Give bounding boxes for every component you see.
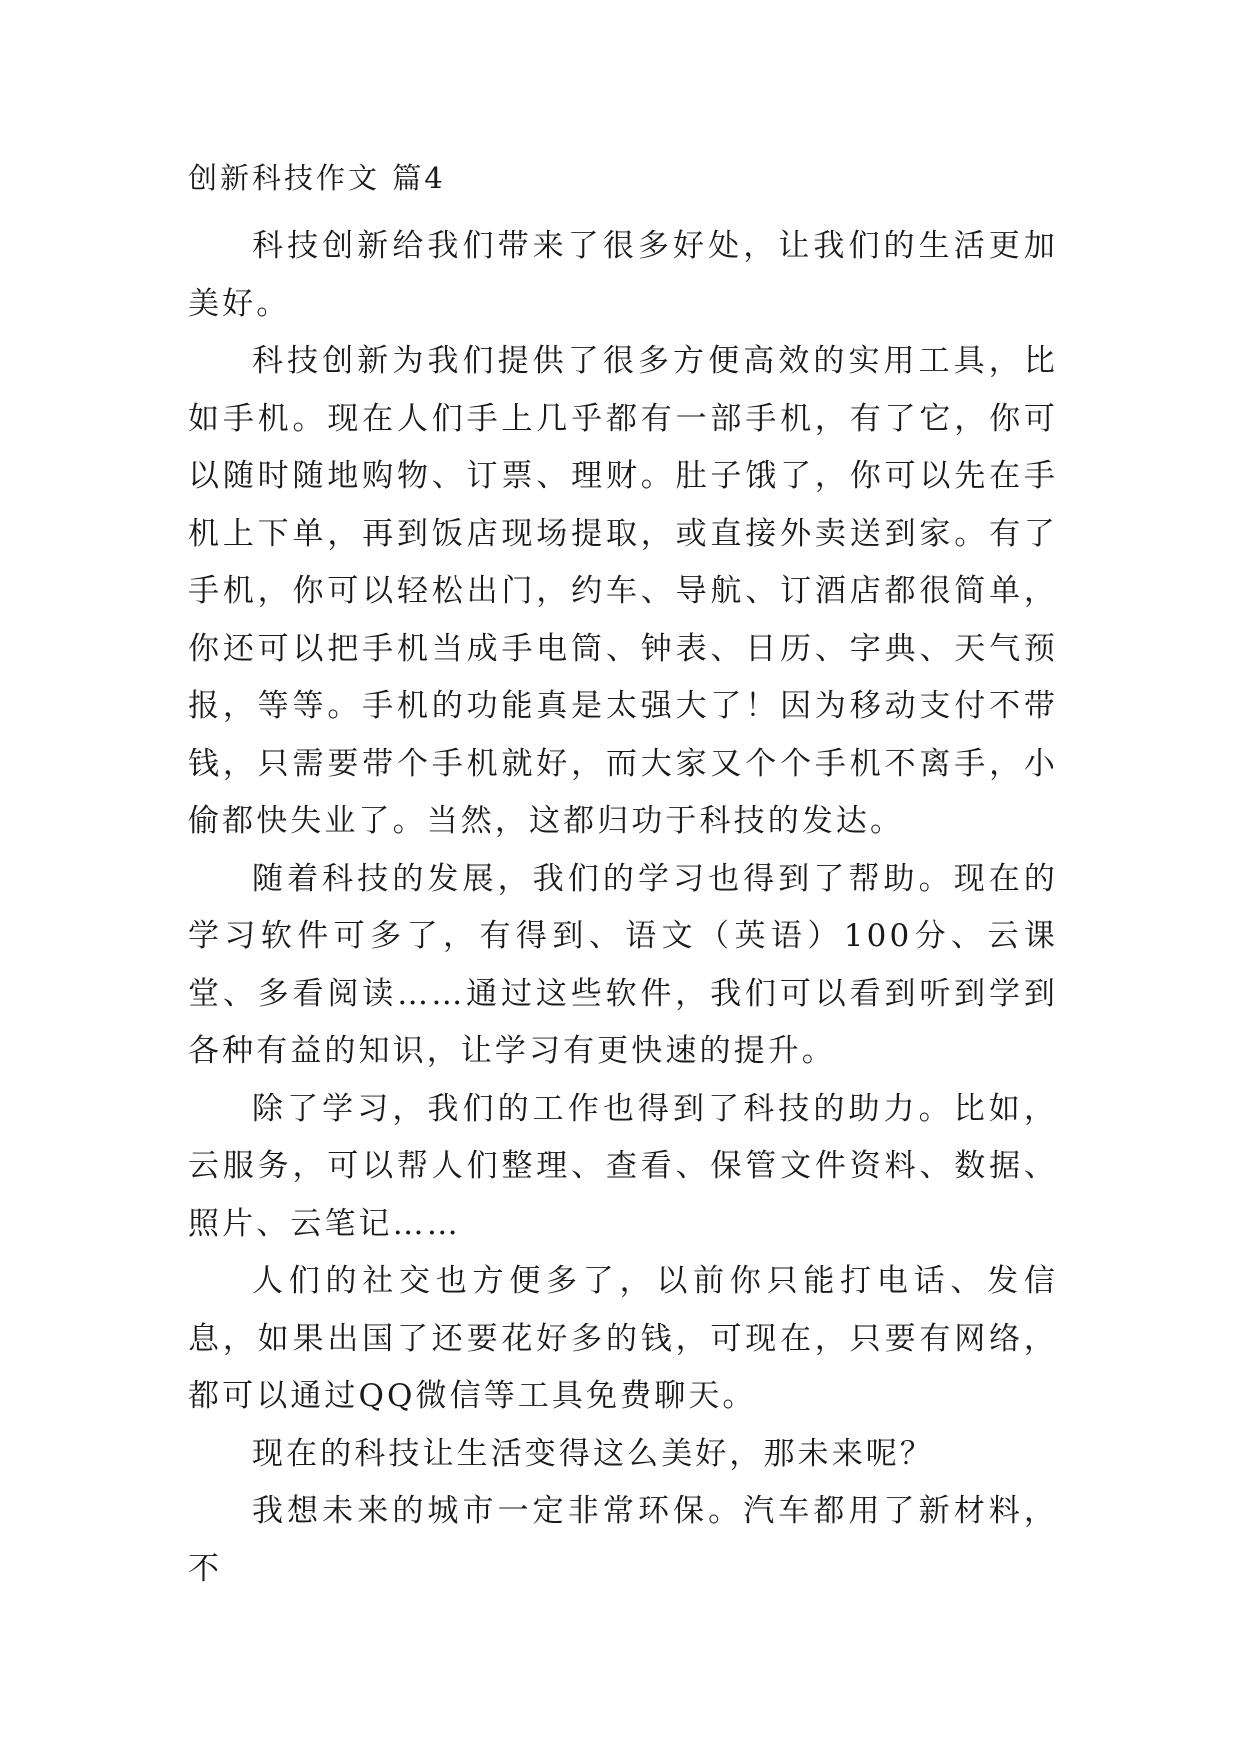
paragraph: 我想未来的城市一定非常环保。汽车都用了新材料，不: [188, 1493, 1058, 1587]
paragraph: 除了学习，我们的工作也得到了科技的助力。比如，云服务，可以帮人们整理、查看、保管文件资料、数据、照片、云笔记……: [188, 1090, 1058, 1242]
document-page: [188, 160, 1058, 1598]
paragraph: 科技创新为我们提供了很多方便高效的实用工具，比如手机。现在人们手上几乎都有一部手机，有了它，你可以随时随地购物、订票、理财。肚子饿了，你可以先在手机上下单，再到饭店现场提取，或直接外卖送到家。有了手机，你可以轻松出门，约车、导航、订酒店都很简单，你还可以把手机当成手电筒、钟表、日历、字典、天气预报，等等。手机的功能真是太强大了！因为移动支付不带钱，只需要带个手机就好，而大家又个个手机不离手，小偷都快失业了。当然，这都归功于科技的发达。: [188, 343, 1058, 839]
paragraph: 现在的科技让生活变得这么美好，那未来呢？: [252, 1435, 934, 1472]
document-title: 创新科技作文 篇4: [188, 161, 446, 195]
paragraph: 随着科技的发展，我们的学习也得到了帮助。现在的学习软件可多了，有得到、语文（英语）100分、云课堂、多看阅读……通过这些软件，我们可以看到听到学到各种有益的知识，让学习有更快速的提升。: [188, 860, 1058, 1069]
paragraph: 人们的社交也方便多了，以前你只能打电话、发信息，如果出国了还要花好多的钱，可现在，只要有网络，都可以通过QQ微信等工具免费聊天。: [188, 1263, 1058, 1414]
paragraph: 科技创新给我们带来了很多好处，让我们的生活更加美好。: [188, 228, 1058, 322]
